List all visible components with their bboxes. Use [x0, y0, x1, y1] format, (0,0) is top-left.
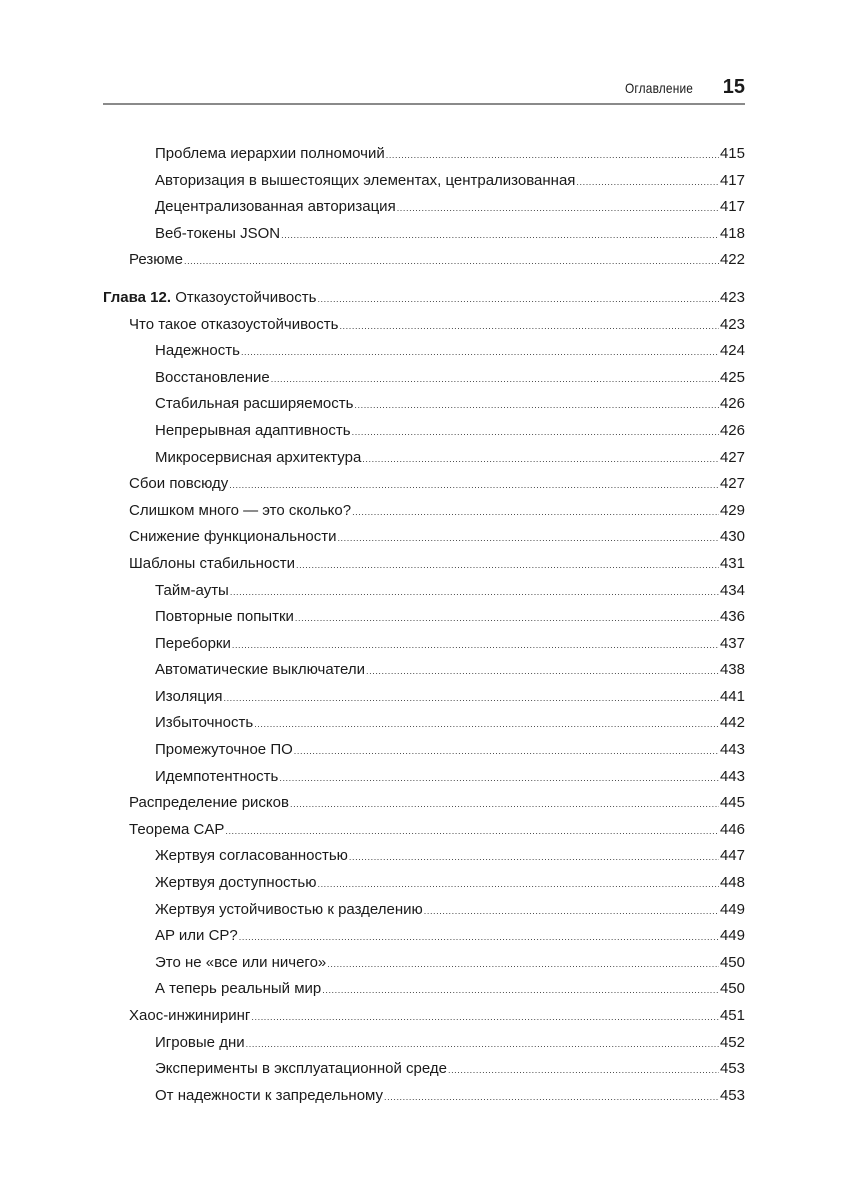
- dot-leader: [246, 1031, 719, 1058]
- toc-entry-text: Непрерывная адаптивность: [155, 421, 351, 439]
- toc-entry-title: [129, 498, 351, 525]
- toc-entry-text: Восстановление: [155, 368, 270, 386]
- table-of-contents: [103, 141, 745, 1109]
- toc-entry[interactable]: [103, 657, 745, 684]
- toc-entry-page: 451: [719, 1007, 745, 1024]
- toc-entry[interactable]: [103, 976, 745, 1003]
- toc-entry-text: Автоматические выключатели: [155, 661, 366, 679]
- toc-entry-page: 417: [719, 198, 745, 216]
- toc-entry-text: Надежность: [155, 342, 240, 360]
- dot-leader: [230, 579, 719, 606]
- dot-leader: [317, 871, 718, 898]
- dot-leader: [352, 499, 719, 526]
- dot-leader: [397, 195, 719, 222]
- toc-entry-title: [129, 1003, 250, 1030]
- header-rule: [103, 103, 745, 105]
- toc-entry-page: 450: [719, 980, 745, 998]
- toc-entry-text: Что такое отказоустойчивость: [129, 315, 339, 333]
- dot-leader: [327, 951, 719, 978]
- toc-entry[interactable]: [103, 950, 745, 977]
- toc-entry-text: Переборки: [155, 634, 231, 652]
- toc-entry-page: 443: [719, 767, 745, 785]
- toc-entry-text: Теорема CAP: [129, 820, 225, 838]
- toc-entry-text: Тайм-ауты: [155, 581, 229, 599]
- toc-entry-text: Проблема иерархии полномочий: [155, 145, 385, 162]
- dot-leader: [241, 339, 719, 366]
- toc-entry-title: [155, 684, 222, 711]
- running-header: [613, 76, 745, 99]
- toc-entry-title: [155, 976, 321, 1003]
- toc-entry[interactable]: [103, 141, 745, 168]
- toc-entry[interactable]: [103, 194, 745, 221]
- toc-entry[interactable]: [103, 817, 745, 844]
- toc-entry-text: Жертвуя устойчивостью к разделению: [155, 900, 423, 918]
- toc-entry-title: [129, 471, 228, 498]
- toc-entry[interactable]: [103, 578, 745, 605]
- dot-leader: [424, 898, 719, 925]
- toc-entry[interactable]: [103, 445, 745, 472]
- toc-entry[interactable]: [103, 498, 745, 525]
- toc-entry-text: Резюме: [129, 251, 183, 269]
- dot-leader: [232, 632, 719, 659]
- toc-entry[interactable]: [103, 221, 745, 248]
- dot-leader: [296, 552, 719, 579]
- toc-entry-text: Эксперименты в эксплуатационной среде: [155, 1060, 447, 1078]
- toc-entry-page: 438: [719, 661, 745, 679]
- toc-entry[interactable]: [103, 631, 745, 658]
- toc-entry-title: [155, 1030, 245, 1057]
- toc-entry-title: [155, 168, 575, 195]
- toc-entry-text: Микросервисная архитектура: [155, 448, 362, 466]
- toc-entry[interactable]: [103, 365, 745, 392]
- toc-entry-text: Избыточность: [155, 714, 254, 732]
- toc-entry-text: Жертвуя согласованностью: [155, 847, 348, 865]
- toc-entry-page: 418: [719, 224, 745, 242]
- toc-entry[interactable]: [103, 897, 745, 924]
- toc-entry-page: 447: [719, 847, 745, 865]
- toc-entry-page: 427: [719, 448, 745, 466]
- dot-leader: [239, 924, 719, 951]
- dot-leader: [448, 1057, 719, 1084]
- toc-entry-page: 426: [719, 421, 745, 439]
- toc-entry-page: 425: [719, 368, 745, 386]
- toc-entry-page: 453: [719, 1060, 745, 1078]
- toc-entry-title: [155, 604, 294, 631]
- toc-entry-page: 436: [719, 608, 745, 626]
- toc-entry-page: 415: [719, 145, 745, 162]
- toc-entry-page: 453: [719, 1086, 745, 1104]
- toc-entry[interactable]: [103, 604, 745, 631]
- toc-entry-page: 424: [719, 342, 745, 360]
- toc-entry-title: [129, 551, 295, 578]
- toc-entry-page: 446: [719, 820, 745, 838]
- running-header-title: Оглавление: [624, 80, 693, 96]
- toc-entry-title: [155, 737, 293, 764]
- dot-leader: [339, 313, 719, 340]
- toc-entry[interactable]: [103, 338, 745, 365]
- toc-entry[interactable]: [103, 1056, 745, 1083]
- toc-entry-page: 443: [719, 741, 745, 759]
- dot-leader: [295, 605, 719, 632]
- toc-entry-title: [155, 338, 240, 365]
- toc-entry-title: [155, 631, 231, 658]
- toc-entry-title: [155, 950, 326, 977]
- toc-entry-page: 441: [719, 687, 745, 705]
- toc-entry[interactable]: [103, 1003, 745, 1030]
- toc-entry-page: 423: [719, 288, 745, 306]
- dot-leader: [349, 844, 719, 871]
- toc-entry-page: 452: [719, 1033, 745, 1051]
- toc-entry-text: Отказоустойчивость: [175, 288, 317, 306]
- toc-entry-text: Веб-токены JSON: [155, 224, 281, 242]
- toc-entry[interactable]: [103, 312, 745, 339]
- dot-leader: [184, 248, 719, 275]
- toc-entry-title: [129, 247, 183, 274]
- toc-entry-page: 448: [719, 874, 745, 892]
- toc-entry-title: [155, 843, 348, 870]
- dot-leader: [281, 222, 719, 249]
- dot-leader: [294, 738, 719, 765]
- toc-entry-page: 437: [719, 634, 745, 652]
- dot-leader: [225, 818, 719, 845]
- toc-entry-title: [103, 285, 316, 312]
- dot-leader: [386, 142, 719, 169]
- toc-entry-page: 442: [719, 714, 745, 732]
- toc-entry-text: А теперь реальный мир: [155, 980, 322, 998]
- toc-entry-page: 431: [719, 554, 745, 572]
- toc-entry-text: AP или CP?: [155, 927, 238, 945]
- dot-leader: [317, 286, 719, 313]
- toc-entry-text: Хаос-инжиниринг: [129, 1007, 251, 1024]
- dot-leader: [229, 472, 719, 499]
- toc-entry-text: Стабильная расширяемость: [155, 395, 354, 413]
- toc-entry-title: [155, 445, 361, 472]
- dot-leader: [337, 525, 719, 552]
- dot-leader: [279, 765, 719, 792]
- toc-entry-title: [155, 391, 353, 418]
- dot-leader: [251, 1004, 719, 1031]
- toc-entry[interactable]: [103, 418, 745, 445]
- toc-entry-text: Шаблоны стабильности: [129, 554, 295, 572]
- toc-entry[interactable]: [103, 710, 745, 737]
- dot-leader: [352, 419, 719, 446]
- toc-entry[interactable]: [103, 764, 745, 791]
- toc-chapter-entry[interactable]: [103, 285, 745, 312]
- toc-entry[interactable]: [103, 247, 745, 274]
- dot-leader: [384, 1084, 719, 1111]
- toc-entry-text: Игровые дни: [155, 1033, 245, 1051]
- toc-entry-title: [155, 578, 229, 605]
- toc-entry-text: Повторные попытки: [155, 608, 294, 626]
- toc-entry-title: [129, 817, 224, 844]
- toc-entry[interactable]: [103, 870, 745, 897]
- toc-entry-text: Децентрализованная авторизация: [155, 198, 396, 216]
- toc-entry-title: [155, 418, 351, 445]
- toc-entry-title: [155, 221, 280, 248]
- toc-entry-title: [155, 141, 385, 168]
- toc-entry-title: [129, 524, 336, 551]
- dot-leader: [271, 366, 719, 393]
- dot-leader: [290, 791, 719, 818]
- toc-entry-title: [155, 194, 396, 221]
- toc-entry-text: Авторизация в вышестоящих элементах, централизованная: [155, 171, 576, 189]
- toc-entry-title: [155, 365, 270, 392]
- toc-entry-page: 427: [719, 475, 745, 493]
- toc-entry-title: [155, 657, 365, 684]
- toc-entry[interactable]: [103, 1083, 745, 1110]
- dot-leader: [254, 711, 719, 738]
- toc-entry-page: 422: [719, 251, 745, 269]
- toc-entry-page: 450: [719, 953, 745, 971]
- toc-entry-title: [155, 1083, 383, 1110]
- dot-leader: [322, 977, 719, 1004]
- toc-entry-page: 426: [719, 395, 745, 413]
- toc-entry[interactable]: [103, 843, 745, 870]
- toc-entry[interactable]: [103, 524, 745, 551]
- toc-entry-text: Сбои повсюду: [129, 475, 229, 493]
- toc-entry[interactable]: [103, 168, 745, 195]
- toc-entry-title: [129, 312, 338, 339]
- dot-leader: [362, 446, 719, 473]
- toc-entry-page: 449: [719, 900, 745, 918]
- toc-entry-page: 417: [719, 171, 745, 189]
- dot-leader: [223, 685, 718, 712]
- toc-entry-text: Распределение рисков: [129, 794, 289, 812]
- dot-leader: [366, 658, 719, 685]
- toc-entry-text: От надежности к запредельному: [155, 1086, 384, 1104]
- toc-entry-text: Идемпотентность: [155, 767, 279, 785]
- toc-entry[interactable]: [103, 551, 745, 578]
- toc-entry-page: 430: [719, 528, 745, 546]
- toc-entry[interactable]: [103, 391, 745, 418]
- dot-leader: [354, 392, 719, 419]
- toc-entry[interactable]: [103, 923, 745, 950]
- toc-entry-text: Промежуточное ПО: [155, 741, 293, 759]
- toc-entry-title: [155, 897, 423, 924]
- toc-entry-title: [155, 1056, 447, 1083]
- toc-entry-text: Это не «все или ничего»: [155, 953, 327, 971]
- toc-entry-page: 449: [719, 927, 745, 945]
- chapter-number: Глава 12.: [103, 288, 172, 306]
- toc-entry-page: 445: [719, 794, 745, 812]
- toc-entry[interactable]: [103, 471, 745, 498]
- toc-entry-text: Жертвуя доступностью: [155, 874, 317, 892]
- toc-entry[interactable]: [103, 684, 745, 711]
- toc-entry[interactable]: [103, 1030, 745, 1057]
- toc-entry-page: 423: [719, 315, 745, 333]
- page-number: 15: [722, 76, 745, 98]
- toc-entry-title: [155, 764, 278, 791]
- toc-entry-title: [155, 923, 238, 950]
- toc-entry-page: 429: [719, 501, 745, 519]
- toc-entry[interactable]: [103, 790, 745, 817]
- toc-entry-title: [129, 790, 289, 817]
- dot-leader: [576, 169, 719, 196]
- toc-entry-title: [155, 710, 253, 737]
- toc-entry-text: Слишком много — это сколько?: [129, 501, 352, 519]
- toc-entry-text: Изоляция: [155, 687, 223, 705]
- toc-entry-title: [155, 870, 316, 897]
- toc-entry-page: 434: [719, 581, 745, 599]
- toc-entry-text: Снижение функциональности: [129, 528, 337, 546]
- toc-entry[interactable]: [103, 737, 745, 764]
